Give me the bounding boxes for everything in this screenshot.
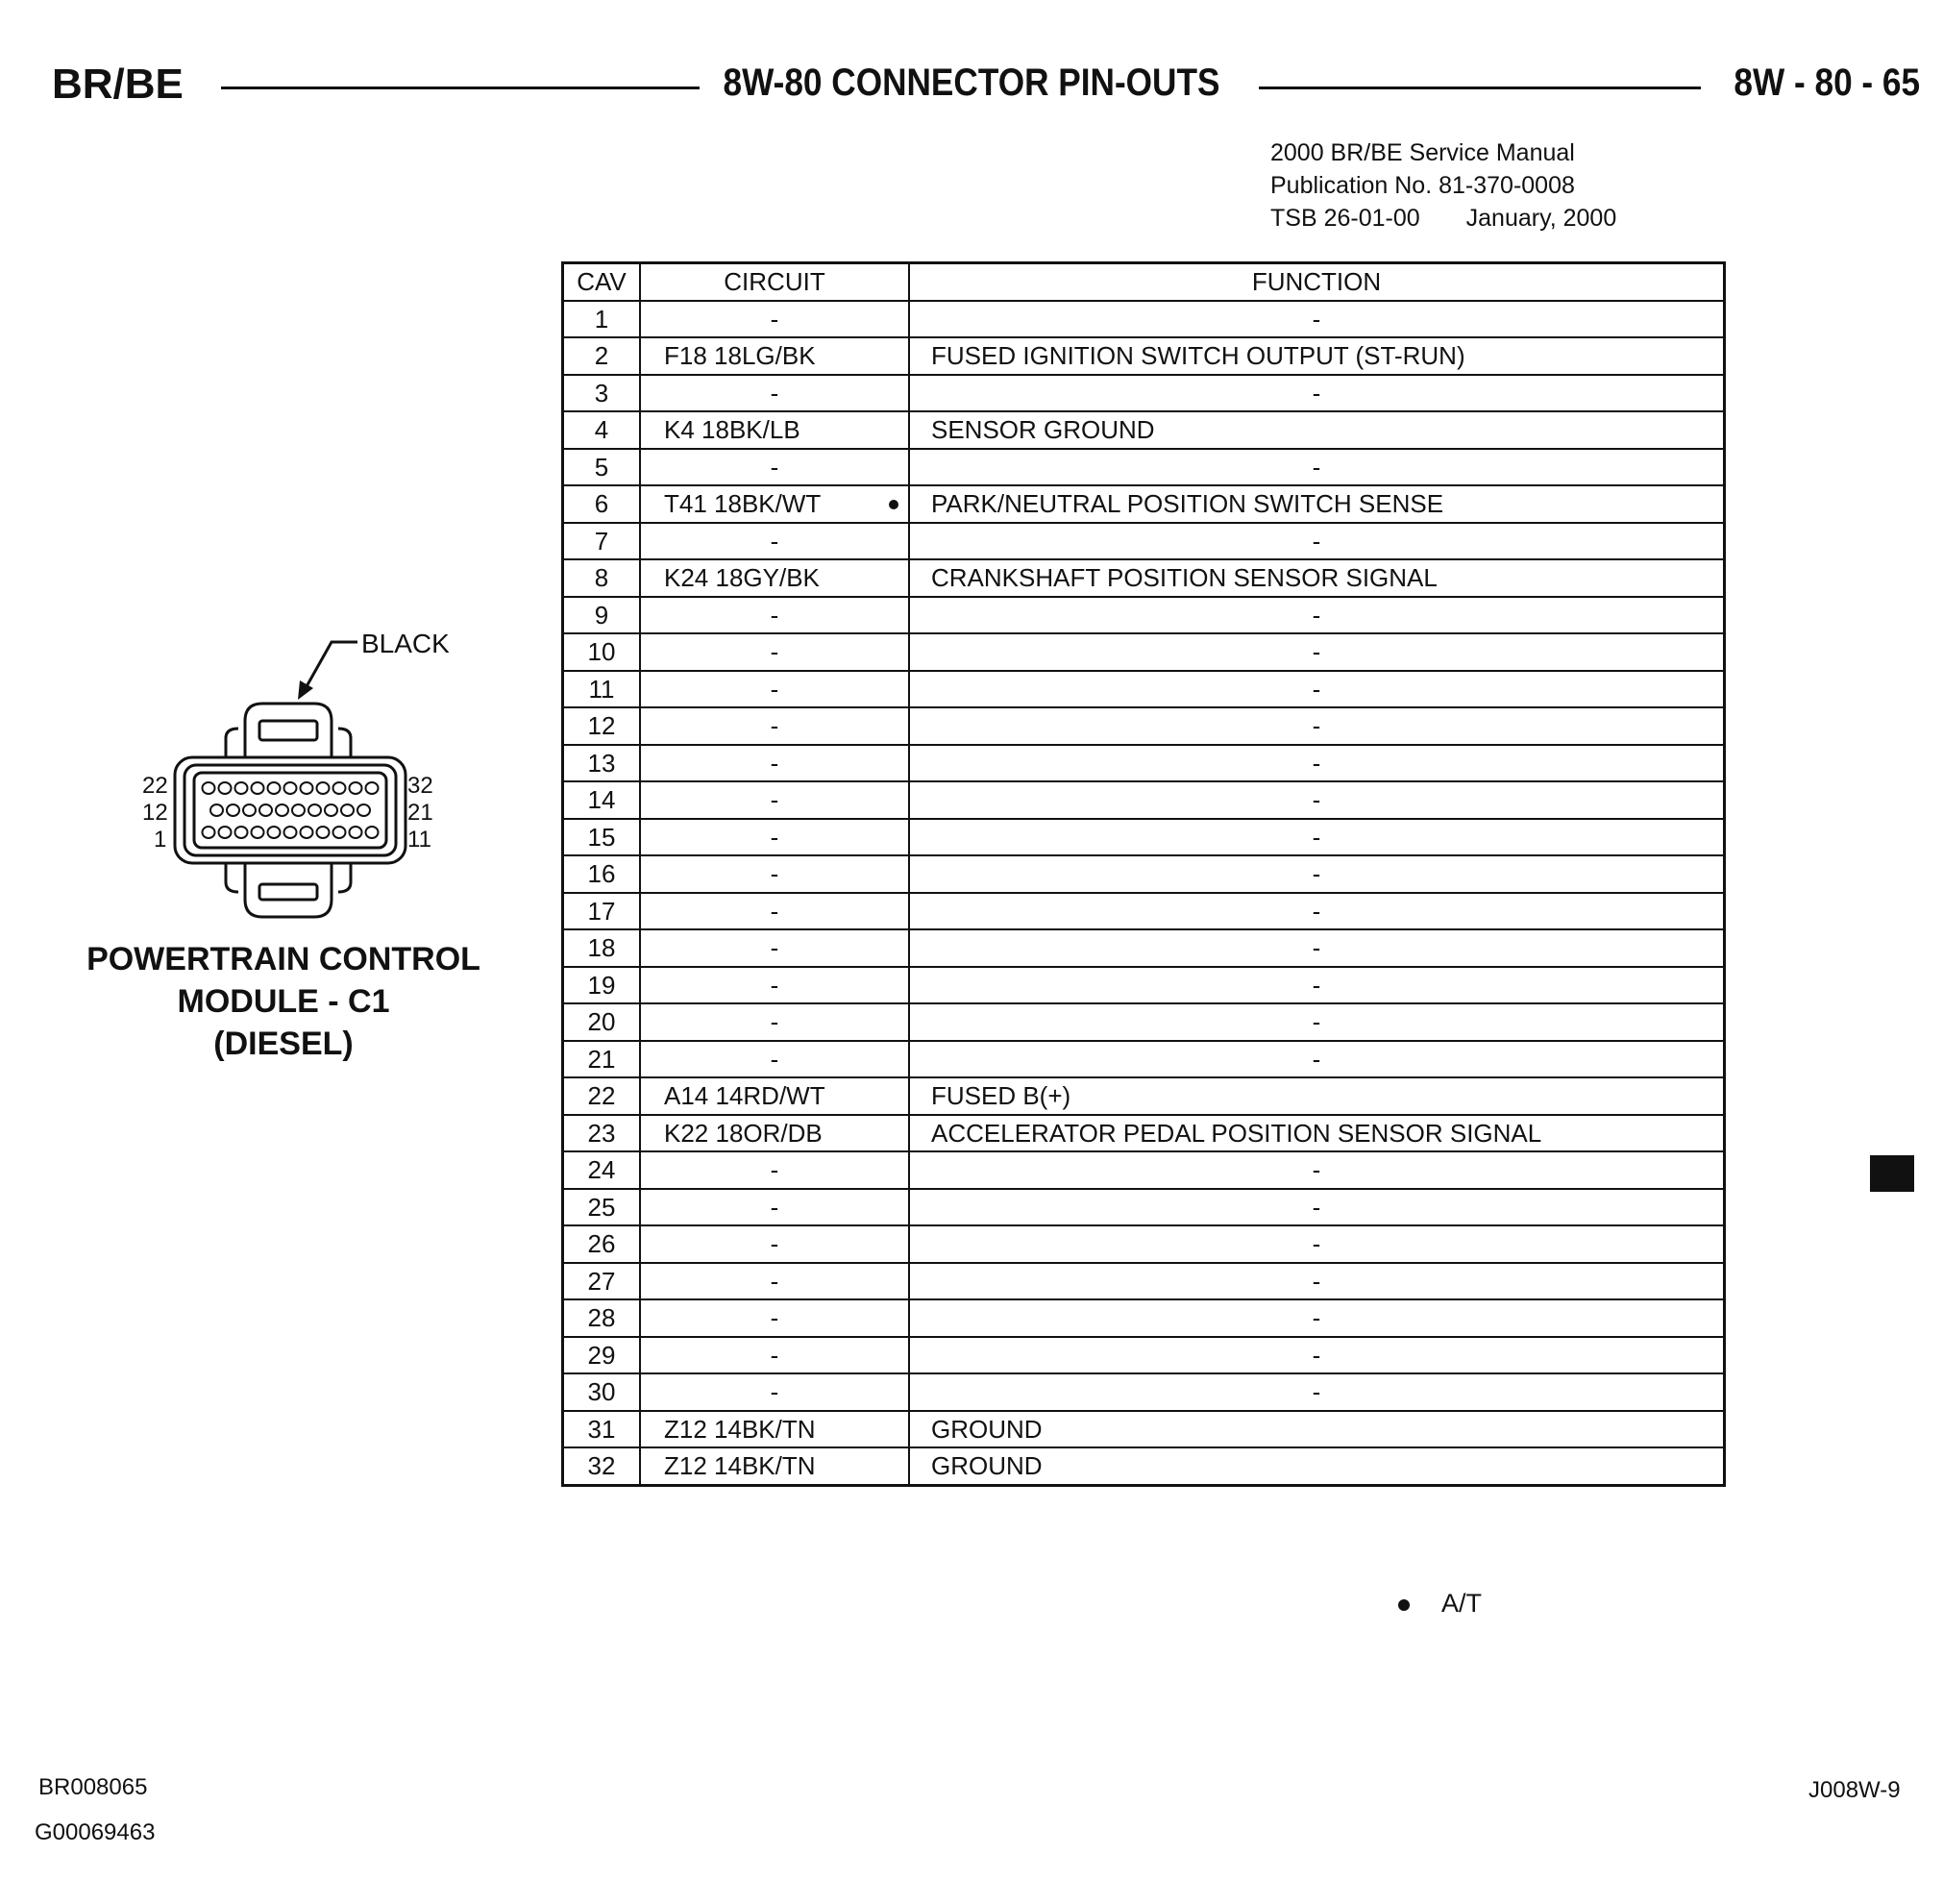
- table-row: [563, 671, 1725, 708]
- cell-circuit: [640, 1189, 909, 1226]
- cell-circuit: [640, 893, 909, 930]
- cell-circuit: [640, 671, 909, 708]
- table-row: [563, 1115, 1725, 1152]
- cell-function: [909, 449, 1725, 486]
- table-row: [563, 893, 1725, 930]
- cell-cav: 21: [563, 1041, 641, 1078]
- circuit-text: -: [770, 452, 779, 482]
- function-text: -: [1312, 1229, 1321, 1259]
- function-text: -: [1312, 822, 1321, 852]
- pin-hole: [276, 804, 288, 816]
- cell-cav: 32: [563, 1447, 641, 1485]
- footer-code-2: G00069463: [35, 1819, 156, 1845]
- function-text: PARK/NEUTRAL POSITION SWITCH SENSE: [931, 489, 1444, 519]
- function-text: -: [1312, 933, 1321, 963]
- cell-cav: 30: [563, 1373, 641, 1411]
- cell-cav: 1: [563, 301, 641, 338]
- cell-function: [909, 781, 1725, 819]
- pin-hole: [243, 804, 256, 816]
- cell-cav: 23: [563, 1115, 641, 1152]
- circuit-text: -: [770, 1340, 779, 1370]
- function-text: -: [1312, 637, 1321, 667]
- table-row: [563, 375, 1725, 412]
- arrow-head: [298, 680, 313, 700]
- circuit-text: -: [770, 1377, 779, 1407]
- cell-function: [909, 1447, 1725, 1485]
- cell-cav: 12: [563, 707, 641, 745]
- pin-hole: [268, 827, 281, 838]
- cell-circuit: [640, 1041, 909, 1078]
- cell-function: [909, 1077, 1725, 1115]
- cell-function: [909, 411, 1725, 449]
- function-text: GROUND: [931, 1414, 1043, 1444]
- publication-date: January, 2000: [1465, 205, 1617, 232]
- circuit-text: -: [770, 859, 779, 889]
- table-row: [563, 745, 1725, 782]
- circuit-text: -: [770, 785, 779, 815]
- table-row: [563, 929, 1725, 967]
- cell-function: [909, 1151, 1725, 1189]
- table-row: [563, 1225, 1725, 1263]
- pinout-table-body: [563, 301, 1725, 1486]
- pin-hole: [333, 782, 346, 794]
- page-title: 8W-80 CONNECTOR PIN-OUTS: [723, 62, 1220, 104]
- cell-cav: 15: [563, 819, 641, 856]
- header-rule-right: [1259, 87, 1701, 89]
- cell-circuit: [640, 1447, 909, 1485]
- circuit-text: -: [770, 1303, 779, 1333]
- cell-circuit: [640, 1003, 909, 1041]
- function-text: -: [1312, 1192, 1321, 1222]
- function-text: -: [1312, 859, 1321, 889]
- cell-function: [909, 1041, 1725, 1078]
- function-text: -: [1312, 674, 1321, 704]
- pinout-table: [561, 261, 1726, 1487]
- section-tab-marker: [1870, 1155, 1914, 1192]
- circuit-text: -: [770, 1044, 779, 1074]
- pin-hole: [203, 827, 215, 838]
- page-number: 8W - 80 - 65: [1734, 62, 1920, 104]
- cell-circuit: [640, 1263, 909, 1300]
- table-row: [563, 337, 1725, 375]
- cell-cav: 13: [563, 745, 641, 782]
- pin-hole: [219, 782, 232, 794]
- circuit-text: -: [770, 970, 779, 1000]
- circuit-text: F18 18LG/BK: [664, 341, 816, 371]
- cell-function: [909, 1115, 1725, 1152]
- circuit-text: -: [770, 711, 779, 741]
- cell-cav: 31: [563, 1411, 641, 1448]
- cell-cav: 27: [563, 1263, 641, 1300]
- table-row: [563, 485, 1725, 523]
- function-text: -: [1312, 748, 1321, 778]
- function-text: -: [1312, 600, 1321, 630]
- cell-function: [909, 1225, 1725, 1263]
- cell-cav: 5: [563, 449, 641, 486]
- cell-cav: 17: [563, 893, 641, 930]
- cell-function: [909, 745, 1725, 782]
- function-text: ACCELERATOR PEDAL POSITION SENSOR SIGNAL: [931, 1118, 1542, 1148]
- table-row: [563, 967, 1725, 1004]
- cell-function: [909, 485, 1725, 523]
- pin-hole: [366, 782, 379, 794]
- pin-label-left-mid: 12: [142, 800, 168, 826]
- header-function: FUNCTION: [909, 263, 1725, 301]
- circuit-text: -: [770, 1007, 779, 1037]
- table-row: [563, 1411, 1725, 1448]
- circuit-text: -: [770, 1229, 779, 1259]
- connector-title-line-2: MODULE - C1: [177, 983, 390, 1020]
- cell-cav: 22: [563, 1077, 641, 1115]
- connector-title-line-1: POWERTRAIN CONTROL: [86, 941, 480, 977]
- circuit-text: A14 14RD/WT: [664, 1081, 825, 1111]
- legend-text: A/T: [1441, 1589, 1483, 1618]
- cell-cav: 6: [563, 485, 641, 523]
- at-marker-icon: [889, 500, 898, 509]
- cell-function: [909, 855, 1725, 893]
- circuit-text: -: [770, 674, 779, 704]
- cell-function: [909, 1189, 1725, 1226]
- publication-tsb: TSB 26-01-00: [1270, 205, 1420, 232]
- circuit-text: -: [770, 933, 779, 963]
- cell-circuit: [640, 781, 909, 819]
- pin-hole: [325, 804, 337, 816]
- cell-function: [909, 671, 1725, 708]
- function-text: FUSED IGNITION SWITCH OUTPUT (ST-RUN): [931, 341, 1465, 371]
- cell-cav: 16: [563, 855, 641, 893]
- pin-label-left-top: 22: [142, 773, 168, 799]
- connector-title: [67, 938, 500, 1065]
- function-text: -: [1312, 304, 1321, 334]
- table-row: [563, 633, 1725, 671]
- cell-function: [909, 967, 1725, 1004]
- circuit-text: -: [770, 1266, 779, 1296]
- cell-function: [909, 929, 1725, 967]
- function-text: GROUND: [931, 1451, 1043, 1481]
- table-row: [563, 1077, 1725, 1115]
- cell-circuit: [640, 819, 909, 856]
- pin-hole: [333, 827, 346, 838]
- cell-function: [909, 819, 1725, 856]
- cell-circuit: [640, 1115, 909, 1152]
- table-row: [563, 597, 1725, 634]
- circuit-text: -: [770, 378, 779, 408]
- circuit-text: K4 18BK/LB: [664, 415, 800, 445]
- cell-circuit: [640, 1077, 909, 1115]
- cell-cav: 3: [563, 375, 641, 412]
- cell-circuit: [640, 337, 909, 375]
- function-text: SENSOR GROUND: [931, 415, 1155, 445]
- cell-cav: 10: [563, 633, 641, 671]
- cell-circuit: [640, 1337, 909, 1374]
- pin-hole: [268, 782, 281, 794]
- table-row: [563, 1003, 1725, 1041]
- cell-circuit: [640, 1411, 909, 1448]
- cell-circuit: [640, 633, 909, 671]
- cell-function: [909, 523, 1725, 560]
- pin-hole: [252, 827, 264, 838]
- function-text: -: [1312, 1377, 1321, 1407]
- cell-function: [909, 559, 1725, 597]
- cell-function: [909, 301, 1725, 338]
- header-circuit: CIRCUIT: [640, 263, 909, 301]
- cell-cav: 18: [563, 929, 641, 967]
- table-row: [563, 411, 1725, 449]
- pin-hole: [252, 782, 264, 794]
- table-row: [563, 1337, 1725, 1374]
- cell-function: [909, 1299, 1725, 1337]
- publication-line-3: [1270, 202, 1616, 235]
- circuit-text: Z12 14BK/TN: [664, 1414, 816, 1444]
- function-text: -: [1312, 526, 1321, 556]
- cell-cav: 14: [563, 781, 641, 819]
- cell-circuit: [640, 301, 909, 338]
- cell-circuit: [640, 1299, 909, 1337]
- function-text: -: [1312, 785, 1321, 815]
- table-row: [563, 707, 1725, 745]
- pin-hole: [357, 804, 370, 816]
- function-text: CRANKSHAFT POSITION SENSOR SIGNAL: [931, 563, 1438, 593]
- pin-label-right-bottom: 11: [407, 827, 431, 853]
- table-row: [563, 1299, 1725, 1337]
- function-text: -: [1312, 452, 1321, 482]
- cell-cav: 25: [563, 1189, 641, 1226]
- pin-hole: [235, 782, 248, 794]
- circuit-text: -: [770, 896, 779, 926]
- cell-circuit: [640, 967, 909, 1004]
- cell-circuit: [640, 375, 909, 412]
- circuit-text: -: [770, 1192, 779, 1222]
- circuit-text: K22 18OR/DB: [664, 1118, 823, 1148]
- cell-cav: 7: [563, 523, 641, 560]
- circuit-text: -: [770, 637, 779, 667]
- pin-hole: [308, 804, 321, 816]
- cell-function: [909, 597, 1725, 634]
- cell-function: [909, 1373, 1725, 1411]
- function-text: -: [1312, 1007, 1321, 1037]
- pin-label-left-bottom: 1: [154, 827, 167, 853]
- cell-circuit: [640, 411, 909, 449]
- table-row: [563, 1263, 1725, 1300]
- pin-hole: [203, 782, 215, 794]
- header-model: BR/BE: [52, 61, 184, 108]
- publication-line-1: 2000 BR/BE Service Manual: [1270, 139, 1575, 166]
- cell-cav: 19: [563, 967, 641, 1004]
- function-text: -: [1312, 970, 1321, 1000]
- cell-function: [909, 337, 1725, 375]
- cell-function: [909, 893, 1725, 930]
- footer-code-1: BR008065: [38, 1774, 148, 1800]
- table-row: [563, 819, 1725, 856]
- cell-function: [909, 633, 1725, 671]
- table-row: [563, 449, 1725, 486]
- circuit-text: Z12 14BK/TN: [664, 1451, 816, 1481]
- pin-hole: [227, 804, 239, 816]
- cell-circuit: [640, 855, 909, 893]
- pin-hole: [235, 827, 248, 838]
- cell-cav: 28: [563, 1299, 641, 1337]
- function-text: -: [1312, 1340, 1321, 1370]
- pin-hole: [317, 782, 330, 794]
- circuit-text: T41 18BK/WT: [664, 489, 822, 519]
- pin-hole: [301, 827, 313, 838]
- cell-cav: 29: [563, 1337, 641, 1374]
- cell-cav: 20: [563, 1003, 641, 1041]
- cell-cav: 2: [563, 337, 641, 375]
- pin-hole: [301, 782, 313, 794]
- cell-circuit: [640, 929, 909, 967]
- pin-label-right-top: 32: [407, 773, 433, 799]
- cell-circuit: [640, 745, 909, 782]
- cell-cav: 11: [563, 671, 641, 708]
- pin-hole: [284, 827, 297, 838]
- publication-info: [1270, 136, 1616, 235]
- function-text: FUSED B(+): [931, 1081, 1071, 1111]
- cell-function: [909, 375, 1725, 412]
- table-row: [563, 1189, 1725, 1226]
- pin-hole: [350, 782, 362, 794]
- circuit-text: -: [770, 304, 779, 334]
- function-text: -: [1312, 1155, 1321, 1185]
- cell-function: [909, 707, 1725, 745]
- cell-circuit: [640, 1225, 909, 1263]
- function-text: -: [1312, 378, 1321, 408]
- function-text: -: [1312, 711, 1321, 741]
- pin-hole: [210, 804, 223, 816]
- cell-cav: 4: [563, 411, 641, 449]
- cell-cav: 9: [563, 597, 641, 634]
- circuit-text: -: [770, 748, 779, 778]
- cell-circuit: [640, 449, 909, 486]
- cell-function: [909, 1337, 1725, 1374]
- pin-hole: [350, 827, 362, 838]
- arrow-leader: [306, 642, 357, 688]
- connector-pin-holes: [203, 782, 379, 838]
- publication-line-2: Publication No. 81-370-0008: [1270, 172, 1575, 199]
- function-text: -: [1312, 896, 1321, 926]
- cell-circuit: [640, 1373, 909, 1411]
- table-row: [563, 1041, 1725, 1078]
- pin-hole: [284, 782, 297, 794]
- table-row: [563, 1373, 1725, 1411]
- circuit-text: -: [770, 1155, 779, 1185]
- cell-circuit: [640, 523, 909, 560]
- pin-hole: [317, 827, 330, 838]
- legend-bullet: [1398, 1599, 1410, 1611]
- pin-hole: [219, 827, 232, 838]
- pin-hole: [259, 804, 272, 816]
- circuit-text: -: [770, 600, 779, 630]
- circuit-text: K24 18GY/BK: [664, 563, 820, 593]
- connector-title-line-3: (DIESEL): [213, 1026, 354, 1062]
- function-text: -: [1312, 1303, 1321, 1333]
- table-row: [563, 1447, 1725, 1485]
- table-row: [563, 301, 1725, 338]
- cell-cav: 26: [563, 1225, 641, 1263]
- cell-circuit: [640, 559, 909, 597]
- circuit-text: -: [770, 526, 779, 556]
- circuit-text: -: [770, 822, 779, 852]
- pin-hole: [341, 804, 354, 816]
- header-cav: CAV: [563, 263, 641, 301]
- table-row: [563, 559, 1725, 597]
- pin-label-right-mid: 21: [407, 800, 433, 826]
- table-row: [563, 781, 1725, 819]
- cell-function: [909, 1411, 1725, 1448]
- cell-function: [909, 1263, 1725, 1300]
- connector-color-label: BLACK: [361, 629, 450, 658]
- function-text: -: [1312, 1044, 1321, 1074]
- cell-circuit: [640, 1151, 909, 1189]
- cell-function: [909, 1003, 1725, 1041]
- table-header-row: [563, 263, 1725, 301]
- table-row: [563, 855, 1725, 893]
- table-row: [563, 1151, 1725, 1189]
- pin-hole: [366, 827, 379, 838]
- cell-cav: 8: [563, 559, 641, 597]
- table-row: [563, 523, 1725, 560]
- cell-circuit: [640, 597, 909, 634]
- footer-ref: J008W-9: [1808, 1777, 1901, 1803]
- cell-circuit: [640, 707, 909, 745]
- cell-circuit: [640, 485, 909, 523]
- pin-hole: [292, 804, 305, 816]
- cell-cav: 24: [563, 1151, 641, 1189]
- function-text: -: [1312, 1266, 1321, 1296]
